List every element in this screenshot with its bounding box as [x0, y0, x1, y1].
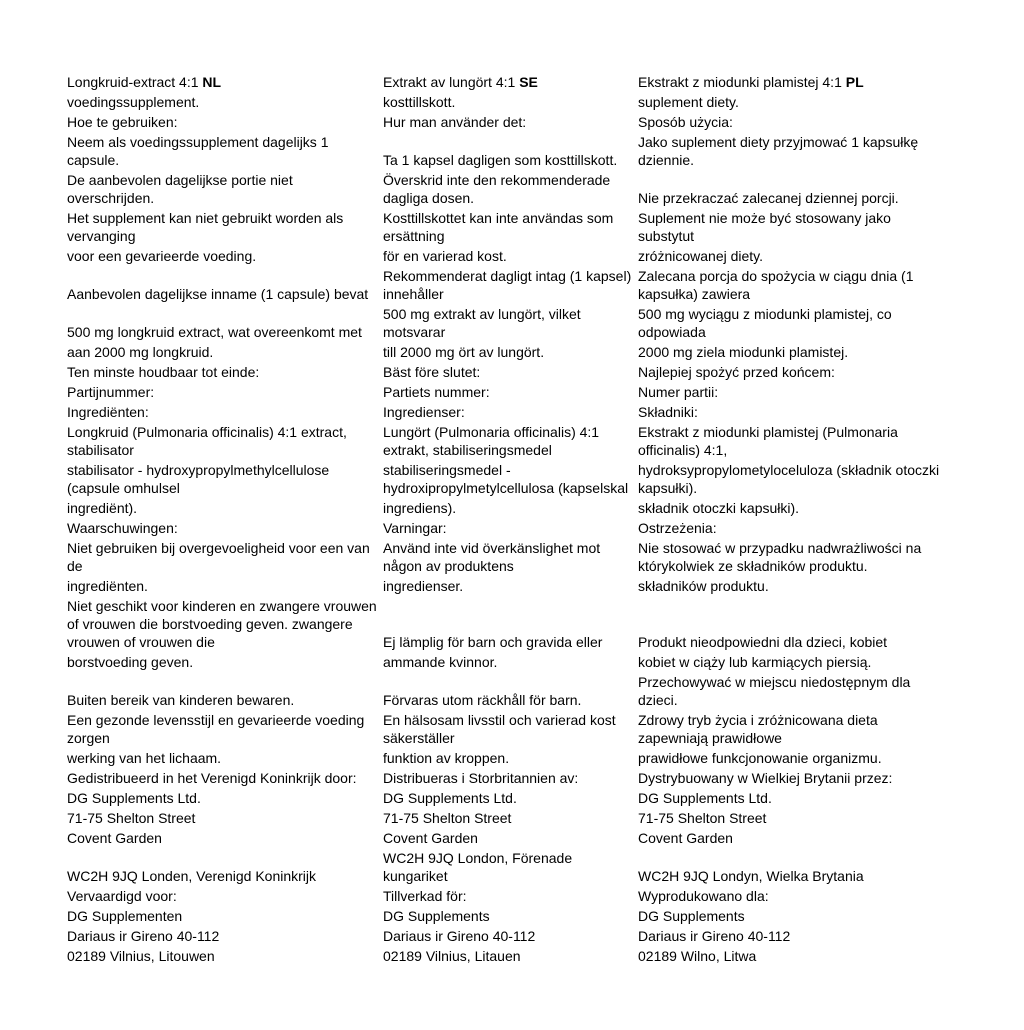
text-se: Ingredienser:	[383, 404, 465, 420]
text-pl: DG Supplements Ltd.	[638, 790, 772, 806]
label-row	[67, 402, 947, 422]
label-row	[67, 304, 947, 342]
text-pl: składnik otoczki kapsułki).	[638, 500, 800, 516]
text-nl: Ten minste houdbaar tot einde:	[67, 364, 260, 380]
text-nl: Gedistribueerd in het Verenigd Koninkrijk door:	[67, 770, 357, 786]
label-row	[67, 422, 947, 460]
text-pl: Sposób użycia:	[638, 114, 733, 130]
text-nl: Niet geschikt voor kinderen en zwangere vrouwen of vrouwen die borstvoeding geven. zwangere vrouwen of vrouwen die	[67, 598, 377, 650]
label-row	[67, 652, 947, 672]
text-pl: suplement diety.	[638, 94, 739, 110]
heading-nl	[67, 72, 383, 92]
text-pl: prawidłowe funkcjonowanie organizmu.	[638, 750, 882, 766]
heading-se	[383, 72, 638, 92]
text-se: Distribueras i Storbritannien av:	[383, 770, 579, 786]
text-se: Tillverkad för:	[383, 888, 467, 904]
label-row	[67, 518, 947, 538]
text-se: Överskrid inte den rekommenderade dagliga dosen.	[383, 172, 611, 206]
text-nl: Waarschuwingen:	[67, 520, 178, 536]
text-pl: 02189 Wilno, Litwa	[638, 948, 757, 964]
lang-code-nl: NL	[202, 74, 222, 90]
text-pl: 2000 mg ziela miodunki plamistej.	[638, 344, 849, 360]
text-se: Covent Garden	[383, 830, 478, 846]
text-nl: WC2H 9JQ Londen, Verenigd Koninkrijk	[67, 868, 317, 884]
text-pl: Dystrybuowany w Wielkiej Brytanii przez:	[638, 770, 893, 786]
product-label	[67, 72, 947, 966]
label-row	[67, 596, 947, 652]
text-nl: Longkruid (Pulmonaria officinalis) 4:1 extract, stabilisator	[67, 424, 347, 458]
text-pl: Zalecana porcja do spożycia w ciągu dnia (1 kapsułka) zawiera	[638, 268, 914, 302]
text-nl: Neem als voedingssupplement dagelijks 1 capsule.	[67, 134, 329, 168]
text-pl: Suplement nie może być stosowany jako substytut	[638, 210, 891, 244]
text-nl: voedingssupplement.	[67, 94, 200, 110]
label-row	[67, 906, 947, 926]
label-row	[67, 362, 947, 382]
heading-pl-text: Ekstrakt z miodunki plamistej 4:1	[638, 74, 842, 90]
text-se: ingredienser.	[383, 578, 464, 594]
text-pl: Nie przekraczać zalecanej dziennej porcji.	[638, 190, 899, 206]
text-pl: Zdrowy tryb życia i zróżnicowana dieta zapewniają prawidłowe	[638, 712, 878, 746]
label-row	[67, 382, 947, 402]
text-nl: Covent Garden	[67, 830, 162, 846]
text-nl: Ingrediënten:	[67, 404, 149, 420]
heading-nl-text: Longkruid-extract 4:1	[67, 74, 199, 90]
label-row	[67, 266, 947, 304]
text-se: Ej lämplig för barn och gravida eller	[383, 634, 603, 650]
text-nl: Dariaus ir Gireno 40-112	[67, 928, 220, 944]
text-nl: 71-75 Shelton Street	[67, 810, 196, 826]
text-nl: Vervaardigd voor:	[67, 888, 177, 904]
text-pl: zróżnicowanej diety.	[638, 248, 764, 264]
text-pl: Numer partii:	[638, 384, 719, 400]
text-se: Använd inte vid överkänslighet mot någon av produktens	[383, 540, 601, 574]
text-pl: Wyprodukowano dla:	[638, 888, 769, 904]
text-pl: Nie stosować w przypadku nadwrażliwości na którykolwiek ze składników produktu.	[638, 540, 922, 574]
text-nl: DG Supplementen	[67, 908, 183, 924]
text-se: Varningar:	[383, 520, 447, 536]
heading-se-text: Extrakt av lungört 4:1	[383, 74, 516, 90]
text-pl: Najlepiej spożyć przed końcem:	[638, 364, 835, 380]
text-pl: Produkt nieodpowiedni dla dzieci, kobiet	[638, 634, 888, 650]
label-row	[67, 828, 947, 848]
label-row	[67, 748, 947, 768]
label-row	[67, 170, 947, 208]
text-pl: hydroksypropylometyloceluloza (składnik otoczki kapsułki).	[638, 462, 940, 496]
label-row	[67, 498, 947, 518]
label-row	[67, 576, 947, 596]
label-row	[67, 926, 947, 946]
text-se: Hur man använder det:	[383, 114, 527, 130]
text-pl: Przechowywać w miejscu niedostępnym dla dzieci.	[638, 674, 911, 708]
label-row	[67, 848, 947, 886]
text-se: 71-75 Shelton Street	[383, 810, 512, 826]
text-nl: 02189 Vilnius, Litouwen	[67, 948, 215, 964]
text-se: Dariaus ir Gireno 40-112	[383, 928, 536, 944]
text-se: 500 mg extrakt av lungört, vilket motsvarar	[383, 306, 581, 340]
label-row	[67, 710, 947, 748]
text-nl: De aanbevolen dagelijkse portie niet overschrijden.	[67, 172, 293, 206]
text-nl: stabilisator - hydroxypropylmethylcellulose (capsule omhulsel	[67, 462, 330, 496]
label-rows	[67, 92, 947, 966]
text-nl: ingrediënten.	[67, 578, 148, 594]
text-se: Partiets nummer:	[383, 384, 490, 400]
text-se: Förvaras utom räckhåll för barn.	[383, 692, 582, 708]
text-nl: Hoe te gebruiken:	[67, 114, 178, 130]
label-row	[67, 808, 947, 828]
text-se: WC2H 9JQ London, Förenade kungariket	[383, 850, 573, 884]
text-se: DG Supplements	[383, 908, 490, 924]
heading-pl	[638, 72, 947, 92]
label-row	[67, 946, 947, 966]
text-pl: Ekstrakt z miodunki plamistej (Pulmonaria officinalis) 4:1,	[638, 424, 898, 458]
label-row	[67, 672, 947, 710]
text-nl: Een gezonde levensstijl en gevarieerde voeding zorgen	[67, 712, 365, 746]
text-se: Kosttillskottet kan inte användas som ersättning	[383, 210, 614, 244]
text-pl: Dariaus ir Gireno 40-112	[638, 928, 791, 944]
text-pl: WC2H 9JQ Londyn, Wielka Brytania	[638, 868, 864, 884]
text-se: ingrediens).	[383, 500, 457, 516]
text-nl: borstvoeding geven.	[67, 654, 194, 670]
text-se: DG Supplements Ltd.	[383, 790, 517, 806]
text-se: Lungört (Pulmonaria officinalis) 4:1 extrakt, stabiliseringsmedel	[383, 424, 600, 458]
text-se: funktion av kroppen.	[383, 750, 510, 766]
text-nl: 500 mg longkruid extract, wat overeenkomt met	[67, 324, 362, 340]
text-se: ammande kvinnor.	[383, 654, 498, 670]
text-nl: Partijnummer:	[67, 384, 155, 400]
lang-code-se: SE	[519, 74, 538, 90]
text-pl: Covent Garden	[638, 830, 733, 846]
label-row	[67, 538, 947, 576]
text-nl: voor een gevarieerde voeding.	[67, 248, 257, 264]
label-row	[67, 246, 947, 266]
text-pl: DG Supplements	[638, 908, 745, 924]
text-pl: Jako suplement diety przyjmować 1 kapsułkę dziennie.	[638, 134, 919, 168]
lang-code-pl: PL	[845, 74, 864, 90]
text-pl: kobiet w ciąży lub karmiących piersią.	[638, 654, 872, 670]
heading-row	[67, 72, 947, 92]
text-se: för en varierad kost.	[383, 248, 507, 264]
text-se: Rekommenderat dagligt intag (1 kapsel) innehåller	[383, 268, 632, 302]
label-row	[67, 886, 947, 906]
text-se: En hälsosam livsstil och varierad kost säkerställer	[383, 712, 616, 746]
text-se: kosttillskott.	[383, 94, 456, 110]
text-pl: składników produktu.	[638, 578, 769, 594]
text-nl: werking van het lichaam.	[67, 750, 222, 766]
label-row	[67, 460, 947, 498]
text-se: Bäst före slutet:	[383, 364, 481, 380]
label-row	[67, 768, 947, 788]
text-pl: 71-75 Shelton Street	[638, 810, 767, 826]
label-row	[67, 342, 947, 362]
text-pl: Składniki:	[638, 404, 698, 420]
label-row	[67, 208, 947, 246]
text-se: 02189 Vilnius, Litauen	[383, 948, 521, 964]
label-row	[67, 92, 947, 112]
text-nl: ingrediënt).	[67, 500, 138, 516]
text-pl: 500 mg wyciągu z miodunki plamistej, co odpowiada	[638, 306, 892, 340]
text-nl: aan 2000 mg longkruid.	[67, 344, 214, 360]
label-row	[67, 132, 947, 170]
text-pl: Ostrzeżenia:	[638, 520, 717, 536]
text-nl: Buiten bereik van kinderen bewaren.	[67, 692, 295, 708]
text-nl: Het supplement kan niet gebruikt worden als vervanging	[67, 210, 344, 244]
label-row	[67, 112, 947, 132]
text-se: Ta 1 kapsel dagligen som kosttillskott.	[383, 152, 618, 168]
text-se: stabiliseringsmedel - hydroxipropylmetylcellulosa (kapselskal	[383, 462, 629, 496]
text-nl: Aanbevolen dagelijkse inname (1 capsule) bevat	[67, 286, 369, 302]
text-nl: Niet gebruiken bij overgevoeligheid voor een van de	[67, 540, 370, 574]
text-nl: DG Supplements Ltd.	[67, 790, 201, 806]
label-row	[67, 788, 947, 808]
text-se: till 2000 mg ört av lungört.	[383, 344, 545, 360]
